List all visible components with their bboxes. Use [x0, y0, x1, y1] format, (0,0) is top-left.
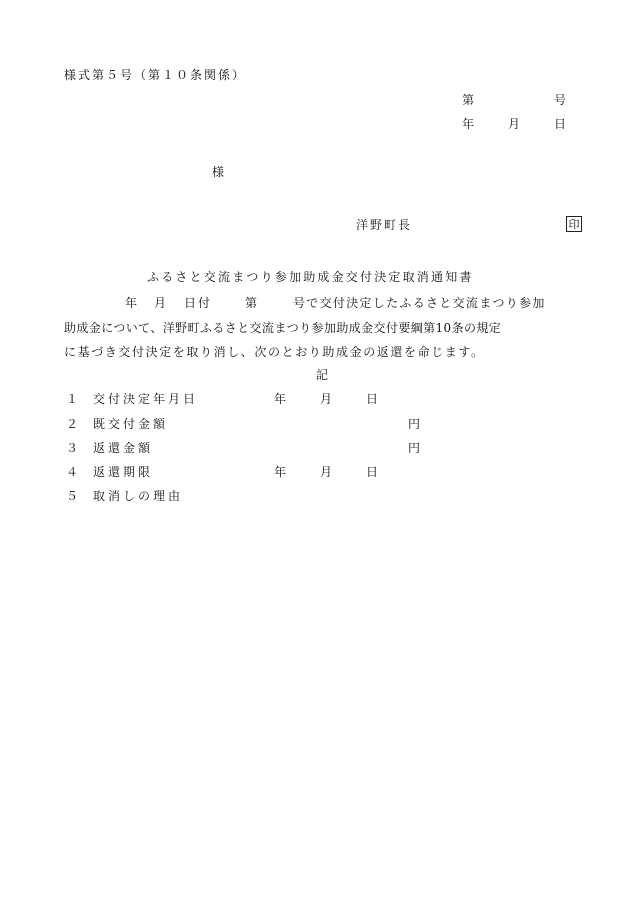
- item-label: 既交付金額: [93, 417, 169, 431]
- form-label: 様式第５号（第１０条関係）: [64, 68, 247, 82]
- doc-date-year: 年: [462, 117, 475, 131]
- item-month: 月: [320, 392, 333, 406]
- item-number: ５: [66, 489, 79, 503]
- seal-mark: 印: [566, 216, 582, 232]
- body-line2: 助成金について、洋野町ふるさと交流まつり参加助成金交付要綱第10条の規定: [64, 321, 502, 335]
- item-label: 返還金額: [93, 441, 154, 455]
- doc-date-day: 日: [554, 117, 567, 131]
- item-label: 交付決定年月日: [93, 392, 199, 406]
- item-unit: 円: [408, 441, 421, 455]
- ki-mark: 記: [316, 368, 329, 382]
- body-line1-rest: 号で交付決定したふるさと交流まつり参加: [293, 296, 546, 310]
- item-number: ３: [66, 441, 79, 455]
- doc-date-month: 月: [508, 117, 521, 131]
- body-number-prefix: 第: [245, 296, 258, 310]
- item-day: 日: [366, 465, 379, 479]
- doc-number-prefix: 第: [462, 93, 475, 107]
- doc-number-suffix: 号: [554, 93, 567, 107]
- item-number: ４: [66, 465, 79, 479]
- body-line3: に基づき交付決定を取り消し、次のとおり助成金の返還を命じます。: [64, 345, 485, 359]
- body-dated: 日付: [184, 296, 213, 310]
- item-year: 年: [274, 465, 287, 479]
- document-title: ふるさと交流まつり参加助成金交付決定取消通知書: [147, 270, 474, 284]
- issuer-title: 洋野町長: [356, 218, 413, 232]
- body-month: 月: [154, 296, 167, 310]
- item-label: 取消しの理由: [93, 489, 184, 503]
- item-number: ２: [66, 417, 79, 431]
- item-year: 年: [274, 392, 287, 406]
- item-day: 日: [366, 392, 379, 406]
- item-month: 月: [320, 465, 333, 479]
- recipient-honorific: 様: [212, 165, 225, 179]
- item-label: 返還期限: [93, 465, 154, 479]
- item-unit: 円: [408, 417, 421, 431]
- item-number: １: [66, 392, 79, 406]
- body-year: 年: [125, 296, 138, 310]
